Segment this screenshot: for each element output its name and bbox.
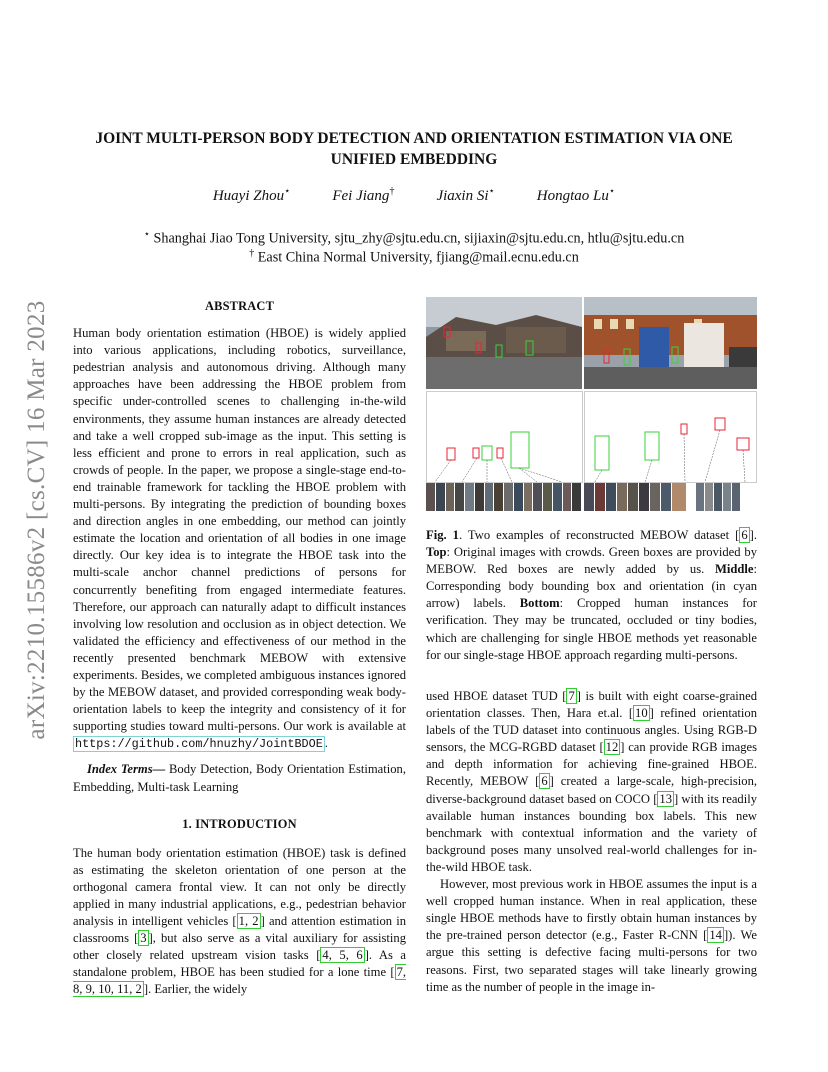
arxiv-side-stamp: arXiv:2210.15586v2 [cs.CV] 16 Mar 2023 (23, 300, 50, 740)
citation-link[interactable]: 4, 5, 6 (322, 948, 363, 963)
crop-strip-right (584, 483, 755, 511)
author: Fei Jiang† (332, 186, 395, 204)
affiliation-2: † East China Normal University, fjiang@mail.ecnu.edu.cn (249, 248, 579, 266)
citation-link[interactable]: 3 (140, 931, 147, 946)
github-link[interactable]: https://github.com/hnuzhy/JointBDOE (75, 737, 323, 752)
annotation-panel-left (426, 391, 583, 483)
intro-paragraph: The human body orientation estimation (HBOE) task is defined as estimating the skeleton orientation of one person at the orthogonal camera frontal view. It can not only be directly applied in many industrial applications, e.g., pedestrian behavior analysis in intelligent vehicles [ 1, 2 ] and attention estimation in classrooms [ 3 ], but also serve as a vital auxiliary for assisting other closely related upstream vision tasks [ 4, 5, 6 ]. As a standalone problem, HBOE has been studied for a lone time [ 7, 8, 9, 10, 11, 2 ]. Earlier, the widely (73, 845, 407, 997)
abstract-heading: ABSTRACT (204, 299, 275, 313)
introduction-heading: 1. INTRODUCTION (182, 816, 297, 831)
citation-link[interactable]: 6 (741, 528, 748, 542)
crop-strip-left (426, 483, 581, 511)
citation-link[interactable]: 12 (605, 740, 619, 755)
motivation-paragraph: However, most previous work in HBOE assumes the input is a well cropped human instance. When in real application, these single HBOE methods have to firstly obtain human instances by the pre-trained person detector (e.g., Faster R-CNN [ 14 ]). We argue this setting is defective facing multi-persons for two reasons. First, two separated stages will take linearly growing time as the number of people in the image in- (426, 877, 757, 994)
author: Hongtao Lu⋆ (536, 186, 616, 204)
citation-link[interactable]: 7 (568, 689, 575, 703)
citation-link[interactable]: 7, 8, 9, 10, 11, 2 (73, 965, 407, 997)
right-column-text (426, 688, 757, 996)
author: Jiaxin Si⋆ (436, 186, 495, 204)
affiliation-1: ⋆ Shanghai Jiao Tong University, sjtu_zhy@sjtu.edu.cn, sijiaxin@sjtu.edu.cn, htlu@sjtu.edu.cn (143, 229, 685, 247)
paper-title: JOINT MULTI-PERSON BODY DETECTION AND ORIENTATION ESTIMATION VIA ONE UNIFIED EMBEDDING (95, 130, 733, 168)
photo-left-crowd (426, 297, 582, 389)
photo-right-crowd (584, 297, 757, 389)
index-terms: Index Terms— Body Detection, Body Orientation Estimation, Embedding, Multi-task Learning (73, 762, 406, 794)
citation-link[interactable]: 6 (541, 774, 548, 789)
author: Huayi Zhou⋆ (212, 186, 291, 204)
author-list (0, 186, 828, 205)
citation-link[interactable]: 10 (635, 706, 648, 721)
abstract-text: Human body orientation estimation (HBOE) is widely applied into various applications, including robotics, surveillance, pedestrian analysis and autonomous driving. Although many approaches have been addressing the HBOE problem from specific under-controlled scenes to challenging in-the-wild environments, they assume human instances are already detected and take a well cropped sub-image as the input. This setting is less efficient and prone to errors in real application, such as crowds of people. In the paper, we propose a single-stage end-to-end trainable framework for tackling the HBOE problem with multi-persons. By integrating the prediction of bounding boxes and direction angles in one embedding, our method can jointly estimate the location and orientation of all bodies in one image directly. Our key idea is to integrate the HBOE task into the multi-scale anchor channel predictions of persons for concurrently benefiting from engaged intermediate features. Therefore, our approach can naturally adapt to difficult instances involving low resolution and occlusion as in object detection. We validated the efficiency and effectiveness of our method in the recently presented benchmark MEBOW with extensive experiments. Besides, we completed ambiguous instances ignored by the MEBOW dataset, and provided corresponding weak body-orientation labels to keep the integrity and consistency of it for supporting studies toward multi-persons. Our work is available at https://github.com/hnuzhy/JointBDOE . (73, 326, 406, 752)
citation-link[interactable]: 14 (709, 928, 722, 943)
figure-1 (426, 297, 757, 515)
citation-link[interactable]: 1, 2 (238, 914, 259, 929)
figure-caption: Fig. 1. Two examples of reconstructed MEBOW dataset [ 6 ]. Top: Original images with crowds. Green boxes are provided by MEBOW. Red boxes are newly added by us. Middle: Corresponding body bounding box and orientation (in cyan arrow) labels. Bottom: Cropped human instances for verification. They may be truncated, occluded or tiny bodies, which are challenging for single HBOE methods yet reasonable for our single-stage HBOE approach regarding multi-persons. (426, 528, 757, 662)
left-column (73, 298, 406, 999)
annotation-panel-right (584, 391, 757, 483)
citation-link[interactable]: 13 (659, 791, 672, 806)
tud-paragraph: used HBOE dataset TUD [ 7 ] is built with eight coarse-grained orientation classes. Then, Hara et.al. [ 10 ] refined orientation labels of the TUD dataset into continuous angles. Using RGB-D sensors, the MCG-RGBD dataset [ 12 ] can provide RGB images and depth information for achieving fine-grained HBOE. Recently, MEBOW [ 6 ] created a large-scale, high-precision, diverse-background dataset based on COCO [ 13 ] with its readily available human instances bounding box labels. This new benchmark with contextual information and the variety of background poses many unsolved real-world challenges for in-the-wild HBOE task. (426, 689, 758, 874)
